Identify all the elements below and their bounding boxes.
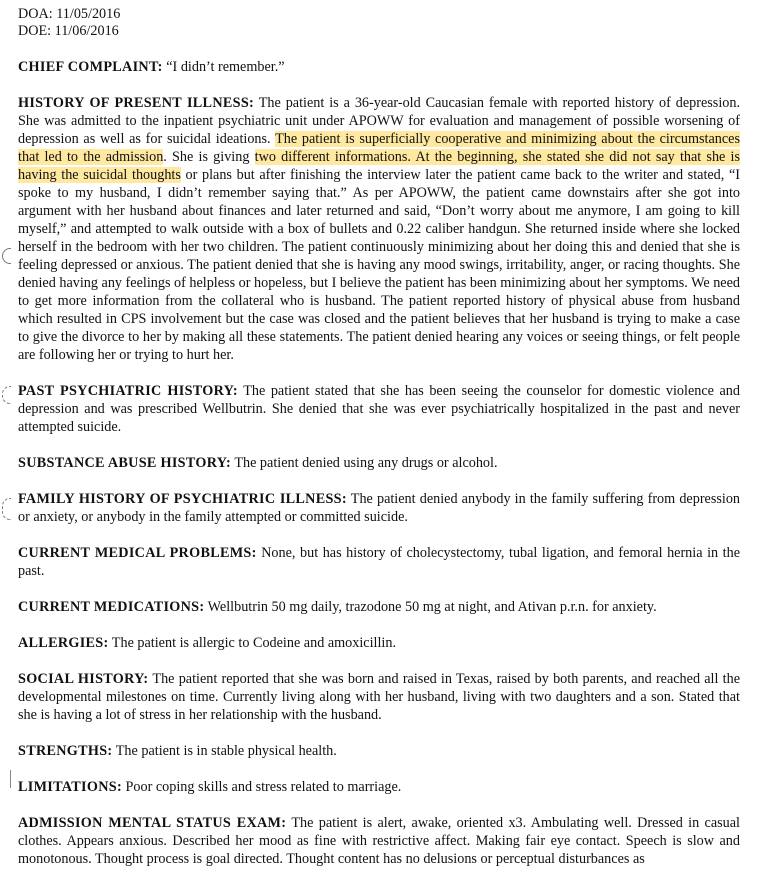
section-text: Wellbutrin 50 mg daily, trazodone 50 mg at night, and Ativan p.r.n. for anxiety.: [204, 599, 657, 615]
section-heading: CHIEF COMPLAINT:: [18, 59, 163, 75]
dates-block: [18, 6, 740, 40]
margin-pen-mark: [10, 770, 19, 788]
section-heading: LIMITATIONS:: [18, 779, 122, 795]
section-text: The patient reported that she was born and raised in Texas, raised by both parents, and reached all the developmental milestones on time. Currently living along with her husband, living with two daughters and a son. Stated that she is having a lot of stress in her relationship with the husband.: [18, 671, 740, 723]
section-family-history: [18, 490, 740, 526]
section-heading: ALLERGIES:: [18, 635, 109, 651]
section-social-history: [18, 670, 740, 724]
section-text: The patient is a 36-year-old Caucasian female with reported history of depression. She was admitted to the inpatient psychiatric unit under APOWW for evaluation and management of possible worsening of depression as well as for suicidal ideations.: [18, 95, 740, 147]
section-heading: SOCIAL HISTORY:: [18, 671, 149, 687]
section-current-medical-problems: [18, 544, 740, 580]
document-page: [18, 6, 740, 886]
section-text: The patient stated that she has been seeing the counselor for domestic violence and depression and was prescribed Wellbutrin. She denied that she was ever psychiatrically hospitalized in the past and never attempted suicide.: [18, 383, 740, 435]
section-admission-mental-status-exam: [18, 814, 740, 868]
date-of-exam: DOE: 11/06/2016: [18, 23, 119, 39]
section-heading: FAMILY HISTORY OF PSYCHIATRIC ILLNESS:: [18, 491, 347, 507]
section-text: . She is giving: [163, 149, 255, 165]
section-text: The patient is allergic to Codeine and amoxicillin.: [108, 635, 397, 651]
section-text: Poor coping skills and stress related to marriage.: [121, 779, 402, 795]
margin-pen-mark: [2, 386, 11, 404]
margin-pen-mark: [2, 498, 11, 520]
section-text: or plans but after finishing the interview later the patient came back to the writer and stated, “I spoke to my husband, I didn’t remember saying that.” As per APOWW, the patient came downstairs after she got into argument with her husband about finances and later returned and said, “Don’t worry about me anymore, I am going to kill myself,” and attempted to walk outside with a box of bullets and 0.22 caliber handgun. She returned inside where she locked herself in the bedroom with her two children. The patient continuously minimizing about her doing this and denied that she is feeling depressed or anxious. The patient denied that she is having any mood swings, irritability, anger, or racing thoughts. She denied having any feelings of helpless or hopeless, but I believe the patient has been minimizing about her symptoms. We need to get more information from the collateral who is husband. The patient reported history of physical abuse from husband which resulted in CPS involvement but the case was closed and the patient believes that her husband is trying to make a case to give the divorce to her by making all these statements. The patient denied hearing any voices or seeing things, or felt people are following her or trying to hurt her.: [18, 167, 740, 363]
section-heading: STRENGTHS:: [18, 743, 113, 759]
section-heading: PAST PSYCHIATRIC HISTORY:: [18, 383, 238, 399]
section-heading: CURRENT MEDICATIONS:: [18, 599, 205, 615]
section-limitations: [18, 778, 740, 796]
date-of-admission: DOA: 11/05/2016: [18, 6, 121, 22]
section-strengths: [18, 742, 740, 760]
highlighted-text: two different informations. At the beginning, she stated she did not say that she is having the suicidal thoughts: [18, 149, 740, 183]
section-text: The patient denied anybody in the family suffering from depression or anxiety, or anybody in the family attempted or committed suicide.: [18, 491, 741, 525]
section-heading: HISTORY OF PRESENT ILLNESS:: [18, 95, 255, 111]
section-past-psychiatric-history: [18, 382, 740, 436]
section-current-medications: [18, 598, 740, 616]
section-history-present-illness: [18, 94, 740, 364]
section-heading: SUBSTANCE ABUSE HISTORY:: [18, 455, 232, 471]
section-text: The patient is in stable physical health.: [112, 743, 337, 759]
section-text: None, but has history of cholecystectomy, tubal ligation, and femoral hernia in the past.: [18, 545, 740, 579]
section-chief-complaint: [18, 58, 740, 76]
highlighted-text: The patient is superficially cooperative and minimizing about the circumstances that led to the admission: [18, 131, 740, 165]
section-substance-abuse-history: [18, 454, 740, 472]
section-text: The patient is alert, awake, oriented x3. Ambulating well. Dressed in casual clothes. Appears anxious. Described her mood as fine with restrictive affect. Making fair eye contact. Speech is slow and monotonous. Thought process is goal directed. Thought content has no delusions or perceptual disturbances as: [18, 815, 740, 867]
margin-pen-mark: [2, 248, 11, 264]
section-heading: CURRENT MEDICAL PROBLEMS:: [18, 545, 257, 561]
section-heading: ADMISSION MENTAL STATUS EXAM:: [18, 815, 287, 831]
section-text: “I didn’t remember.”: [162, 59, 285, 75]
section-text: The patient denied using any drugs or alcohol.: [231, 455, 498, 471]
section-allergies: [18, 634, 740, 652]
